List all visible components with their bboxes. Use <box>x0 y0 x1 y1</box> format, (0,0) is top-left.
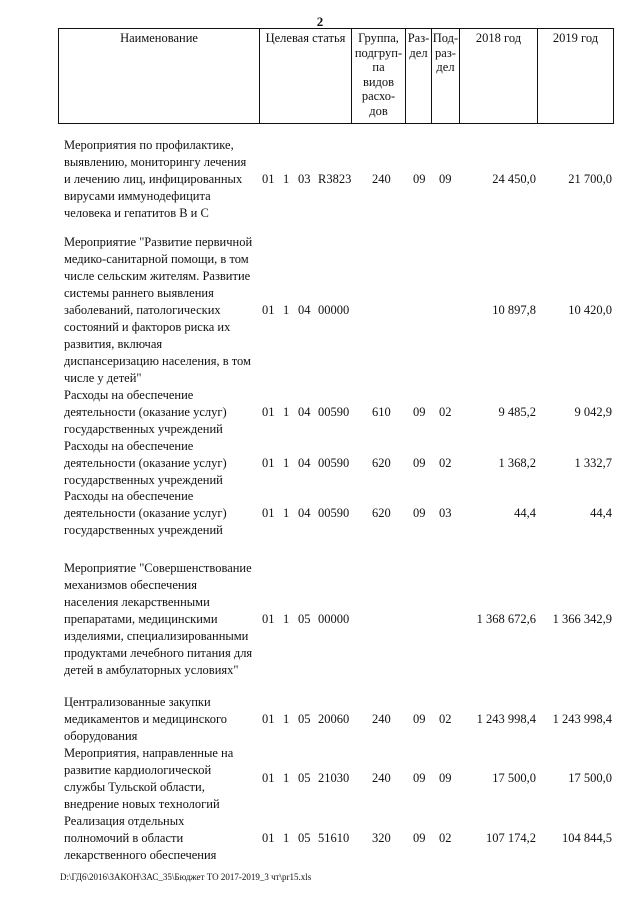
amount-2018: 17 500,0 <box>492 771 536 785</box>
subsection: 09 <box>439 771 452 785</box>
code-event: 05 <box>298 771 311 785</box>
amount-2019: 104 844,5 <box>562 831 612 845</box>
section: 09 <box>413 506 426 520</box>
section: 09 <box>413 456 426 470</box>
header-2019: 2019 год <box>538 29 614 124</box>
code-subprogram: 1 <box>283 712 290 726</box>
code-program: 01 <box>262 612 275 626</box>
amount-2018: 107 174,2 <box>486 831 536 845</box>
code-direction: 00000 <box>318 612 350 626</box>
code-program: 01 <box>262 831 275 845</box>
code-event: 04 <box>298 303 311 317</box>
code-program: 01 <box>262 405 275 419</box>
row-name: Расходы на обеспечение деятельности (оказание услуг) государственных учреждений <box>64 388 227 436</box>
row-name: Мероприятия по профилактике, выявлению, мониторингу лечения и лечению лиц, инфицированных вирусами иммунодефицита человека и гепатитов В и С <box>64 138 247 220</box>
file-path-footer: D:\ГД6\2016\ЗАКОН\ЗАС_35\Бюджет ТО 2017-2019_3 чт\pr15.xls <box>60 872 312 882</box>
row-name: Расходы на обеспечение деятельности (оказание услуг) государственных учреждений <box>64 439 227 487</box>
expense-group: 240 <box>372 712 391 726</box>
code-direction: 51610 <box>318 831 350 845</box>
amount-2019: 21 700,0 <box>568 172 612 186</box>
expense-group: 620 <box>372 456 391 470</box>
code-event: 04 <box>298 506 311 520</box>
amount-2018: 24 450,0 <box>492 172 536 186</box>
row-name: Мероприятия, направленные на развитие кардиологической службы Тульской области, внедрение новых технологий <box>64 746 234 811</box>
amount-2019: 9 042,9 <box>574 405 612 419</box>
amount-2019: 17 500,0 <box>568 771 612 785</box>
subsection: 02 <box>439 831 452 845</box>
amount-2019: 1 332,7 <box>574 456 612 470</box>
amount-2018: 10 897,8 <box>492 303 536 317</box>
header-subsection: Под- раз- дел <box>432 29 460 124</box>
section: 09 <box>413 712 426 726</box>
code-program: 01 <box>262 456 275 470</box>
expense-group: 620 <box>372 506 391 520</box>
code-subprogram: 1 <box>283 612 290 626</box>
expense-group: 610 <box>372 405 391 419</box>
code-event: 05 <box>298 712 311 726</box>
section: 09 <box>413 771 426 785</box>
code-subprogram: 1 <box>283 506 290 520</box>
table-header <box>58 28 614 124</box>
code-subprogram: 1 <box>283 456 290 470</box>
header-group: Группа, подгруп- па видов расхо- дов <box>352 29 406 124</box>
code-direction: 00590 <box>318 456 350 470</box>
code-subprogram: 1 <box>283 771 290 785</box>
amount-2019: 1 243 998,4 <box>552 712 612 726</box>
amount-2018: 1 368 672,6 <box>476 612 536 626</box>
code-subprogram: 1 <box>283 303 290 317</box>
section: 09 <box>413 405 426 419</box>
row-name: Мероприятие "Совершенствование механизмов обеспечения населения лекарственными препаратами, медицинскими изделиями, специализированными продуктами лечебного питания для детей в амбулаторных условиях" <box>64 561 253 677</box>
code-subprogram: 1 <box>283 405 290 419</box>
subsection: 02 <box>439 456 452 470</box>
code-direction: 00000 <box>318 303 350 317</box>
code-event: 04 <box>298 456 311 470</box>
header-target: Целевая статья <box>260 29 352 124</box>
code-program: 01 <box>262 771 275 785</box>
code-program: 01 <box>262 712 275 726</box>
row-name: Мероприятие "Развитие первичной медико-санитарной помощи, в том числе сельским жителям. Развитие системы раннего выявления заболеваний, патологических состояний и факторов риска их развития, включая диспансеризацию населения, в том числе у детей" <box>64 235 253 385</box>
amount-2018: 44,4 <box>514 506 536 520</box>
expense-group: 320 <box>372 831 391 845</box>
header-section: Раз- дел <box>406 29 432 124</box>
subsection: 02 <box>439 405 452 419</box>
code-subprogram: 1 <box>283 831 290 845</box>
code-program: 01 <box>262 172 275 186</box>
amount-2018: 9 485,2 <box>498 405 536 419</box>
code-program: 01 <box>262 506 275 520</box>
row-name: Централизованные закупки медикаментов и медицинского оборудования <box>64 695 228 743</box>
code-direction: 00590 <box>318 405 350 419</box>
amount-2018: 1 243 998,4 <box>476 712 536 726</box>
code-subprogram: 1 <box>283 172 290 186</box>
subsection: 02 <box>439 712 452 726</box>
page-number: 2 <box>316 14 324 29</box>
header-name: Наименование <box>59 29 260 124</box>
expense-group: 240 <box>372 771 391 785</box>
code-event: 04 <box>298 405 311 419</box>
section: 09 <box>413 831 426 845</box>
code-direction: R3823 <box>318 172 352 186</box>
amount-2019: 44,4 <box>590 506 612 520</box>
code-direction: 21030 <box>318 771 350 785</box>
code-event: 03 <box>298 172 311 186</box>
amount-2018: 1 368,2 <box>498 456 536 470</box>
subsection: 09 <box>439 172 452 186</box>
amount-2019: 1 366 342,9 <box>552 612 612 626</box>
row-name: Реализация отдельных полномочий в области лекарственного обеспечения <box>64 814 217 862</box>
header-2018: 2018 год <box>460 29 538 124</box>
code-event: 05 <box>298 831 311 845</box>
code-direction: 00590 <box>318 506 350 520</box>
code-direction: 20060 <box>318 712 350 726</box>
subsection: 03 <box>439 506 452 520</box>
expense-group: 240 <box>372 172 391 186</box>
code-program: 01 <box>262 303 275 317</box>
code-event: 05 <box>298 612 311 626</box>
row-name: Расходы на обеспечение деятельности (оказание услуг) государственных учреждений <box>64 489 227 537</box>
section: 09 <box>413 172 426 186</box>
amount-2019: 10 420,0 <box>568 303 612 317</box>
